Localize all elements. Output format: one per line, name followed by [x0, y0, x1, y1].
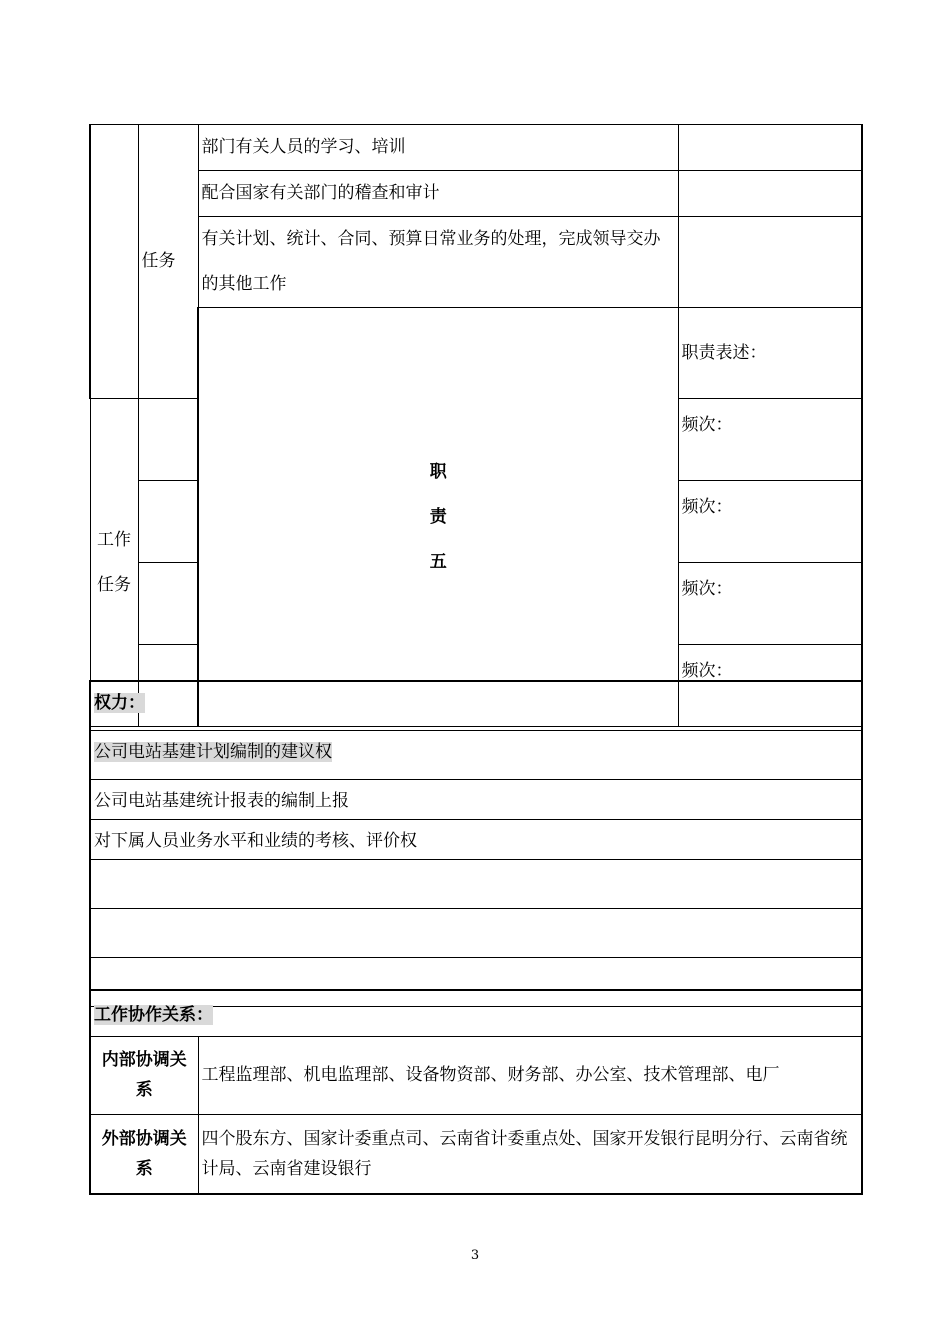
section4-left-cell [90, 125, 138, 399]
rights-row-2 [90, 780, 862, 820]
rights-item-1: 公司电站基建计划编制的建议权 [90, 731, 862, 780]
task-extra-2 [678, 171, 862, 217]
work-text-2 [138, 481, 198, 563]
task-row-1 [90, 125, 862, 171]
page-number: 3 [470, 1248, 480, 1263]
rights-item-5 [90, 909, 862, 958]
rights-title: 权力： [90, 681, 862, 731]
rights-row-3 [90, 820, 862, 860]
task-text-2: 配合国家有关部门的稽查和审计 [198, 171, 678, 217]
rights-item-2: 公司电站基建统计报表的编制上报 [90, 780, 862, 820]
coop-internal-row [90, 1036, 862, 1114]
rights-title-row [90, 681, 862, 731]
cooperation-table [89, 989, 863, 1195]
task-extra-1 [678, 125, 862, 171]
internal-value: 工程监理部、机电监理部、设备物资部、财务部、办公室、技术管理部、电厂 [198, 1036, 862, 1114]
rights-row-1 [90, 731, 862, 780]
section4-task-label: 任务 [138, 125, 198, 399]
section5-work-label: 工作 任务 [90, 399, 138, 727]
internal-label: 内部协调关系 [90, 1036, 198, 1114]
task-extra-3 [678, 217, 862, 308]
external-value: 四个股东方、国家计委重点司、云南省计委重点处、国家开发银行昆明分行、云南省统计局、云南省建设银行 [198, 1114, 862, 1194]
rights-item-4 [90, 860, 862, 909]
rights-table [89, 680, 863, 1007]
task-text-1: 部门有关人员的学习、培训 [198, 125, 678, 171]
work-text-1 [138, 399, 198, 481]
task-row-3 [90, 217, 862, 308]
section5-label: 职 责 五 [198, 308, 678, 727]
freq-cell-1: 频次： [678, 399, 862, 481]
coop-title-row [90, 990, 862, 1036]
task-text-3: 有关计划、统计、合同、预算日常业务的处理，完成领导交办的其他工作 [198, 217, 678, 308]
freq-cell-2: 频次： [678, 481, 862, 563]
coop-title: 工作协作关系： [90, 990, 862, 1036]
rights-item-3: 对下属人员业务水平和业绩的考核、评价权 [90, 820, 862, 860]
rights-row-4 [90, 860, 862, 909]
freq-cell-3: 频次： [678, 563, 862, 645]
coop-external-row [90, 1114, 862, 1194]
external-label: 外部协调关系 [90, 1114, 198, 1194]
task-row-2 [90, 171, 862, 217]
section5-header-row [90, 308, 862, 399]
section5-desc-label: 职责表述： [678, 308, 862, 399]
freq-cell-4: 频次： [678, 645, 862, 727]
rights-row-5 [90, 909, 862, 958]
duty-table [89, 124, 863, 727]
work-text-3 [138, 563, 198, 645]
